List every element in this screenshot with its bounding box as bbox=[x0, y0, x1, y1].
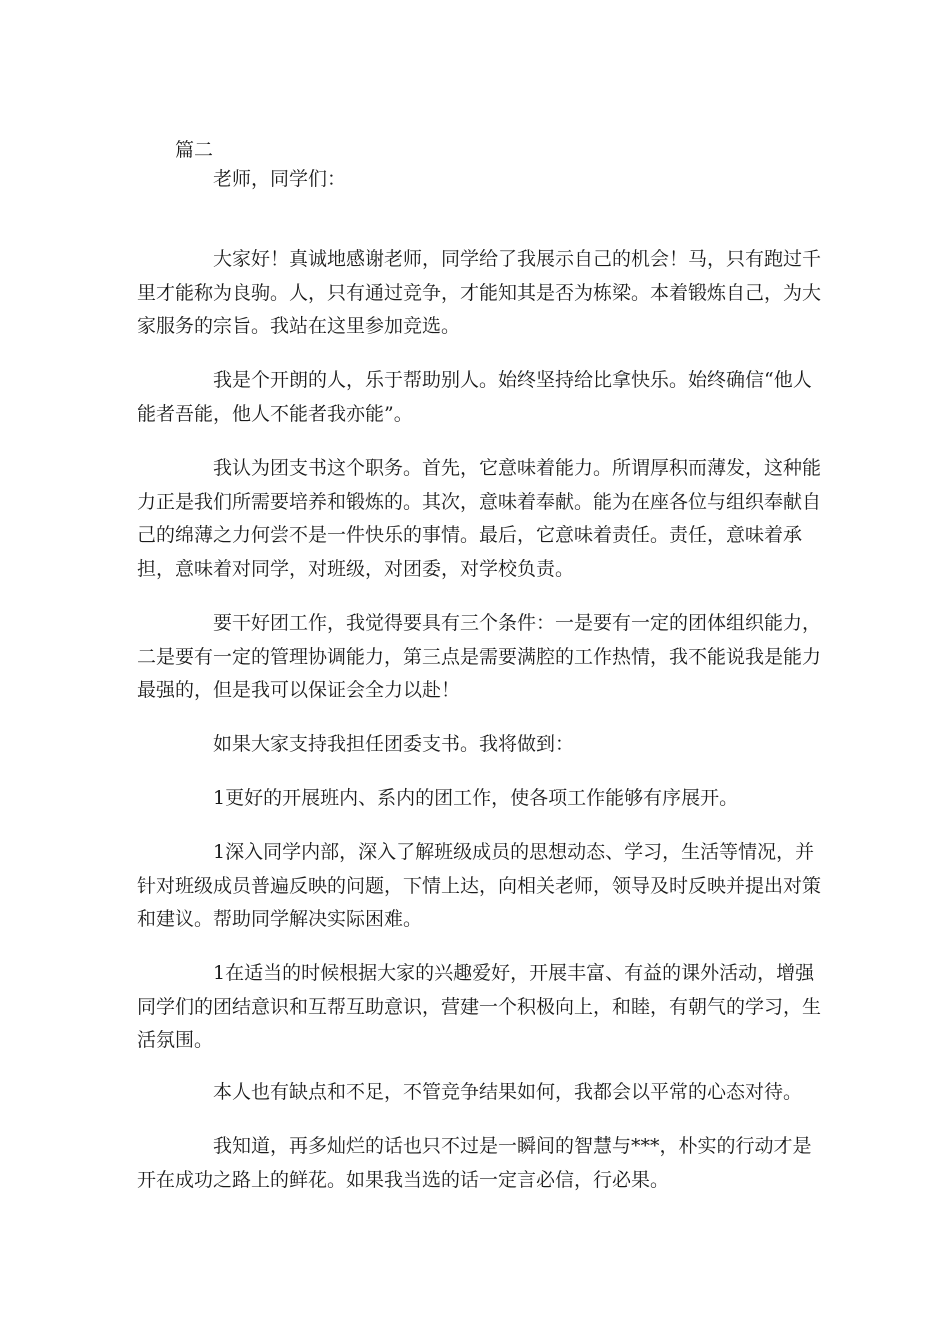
body-paragraph-2: 我是个开朗的人，乐于帮助别人。始终坚持给比拿快乐。始终确信“他人能者吾能，他人不能者我亦能”。 bbox=[137, 369, 812, 425]
body-paragraph-9: 本人也有缺点和不足，不管竞争结果如何，我都会以平常的心态对待。 bbox=[213, 1081, 803, 1103]
list-item-3: 1在适当的时候根据大家的兴趣爱好，开展丰富、有益的课外活动，增强同学们的团结意识和互帮互助意识，营建一个积极向上，和睦，有朝气的学习，生活氛围。 bbox=[137, 962, 822, 1051]
body-paragraph-1: 大家好！真诚地感谢老师，同学给了我展示自己的机会！马，只有跑过千里才能称为良驹。人，只有通过竞争，才能知其是否为栋梁。本着锻炼自己，为大家服务的宗旨。我站在这里参加竞选。 bbox=[137, 248, 822, 337]
body-paragraph-4: 要干好团工作，我觉得要具有三个条件：一是要有一定的团体组织能力，二是要有一定的管理协调能力，第三点是需要满腔的工作热情，我不能说我是能力最强的，但是我可以保证会全力以赴！ bbox=[137, 612, 822, 701]
body-paragraph-5: 如果大家支持我担任团委支书。我将做到： bbox=[213, 733, 575, 755]
body-paragraph-3: 我认为团支书这个职务。首先，它意味着能力。所谓厚积而薄发，这种能力正是我们所需要培养和锻炼的。其次，意味着奉献。能为在座各位与组织奉献自己的绵薄之力何尝不是一件快乐的事情。最后，它意味着责任。责任，意味着承担，意味着对同学，对班级，对团委，对学校负责。 bbox=[137, 457, 822, 580]
greeting-paragraph: 老师，同学们： bbox=[213, 168, 347, 190]
body-paragraph-10: 我知道，再多灿烂的话也只不过是一瞬间的智慧与***，朴实的行动才是开在成功之路上的鲜花。如果我当选的话一定言必信，行必果。 bbox=[137, 1135, 812, 1191]
list-item-2: 1深入同学内部，深入了解班级成员的思想动态、学习，生活等情况，并针对班级成员普遍反映的问题，下情上达，向相关老师，领导及时反映并提出对策和建议。帮助同学解决实际困难。 bbox=[137, 841, 822, 930]
list-item-1: 1更好的开展班内、系内的团工作，使各项工作能够有序展开。 bbox=[213, 787, 739, 809]
section-heading: 篇二 bbox=[175, 139, 214, 161]
